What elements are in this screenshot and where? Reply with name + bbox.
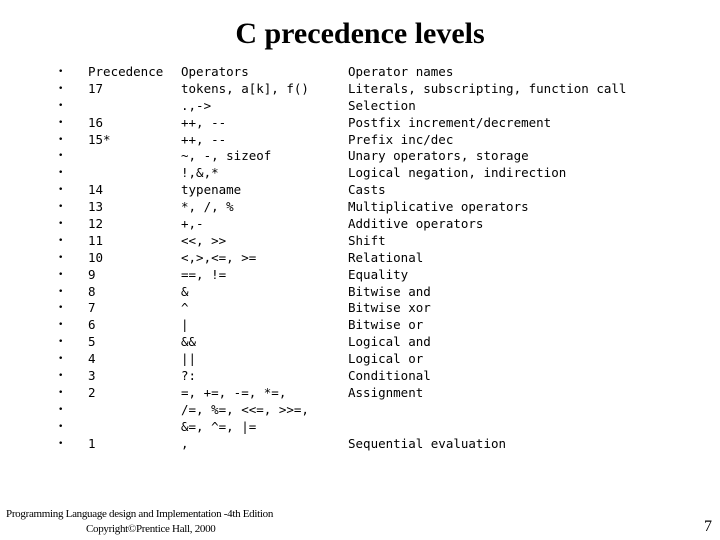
bullet-marker: • — [58, 421, 64, 432]
operator-name-cell: Logical negation, indirection — [348, 165, 567, 181]
operators-cell: Operators — [181, 64, 249, 79]
precedence-cell: 9 — [88, 266, 96, 282]
operators-cell: ==, != — [181, 266, 227, 282]
operators-cell: ~, -, sizeof — [181, 148, 272, 164]
bullet-marker: • — [58, 320, 64, 331]
operators-cell: ++, -- — [181, 131, 227, 147]
precedence-cell: 1 — [88, 435, 96, 451]
operator-name-cell: Bitwise xor — [348, 300, 431, 316]
operator-name-cell: Multiplicative operators — [348, 199, 529, 215]
operators-cell: &=, ^=, |= — [181, 418, 257, 434]
page-number: 7 — [704, 518, 712, 535]
operators-cell: *, /, % — [181, 199, 234, 215]
precedence-cell: 8 — [88, 283, 96, 299]
operators-cell: .,-> — [181, 97, 212, 113]
operators-cell: | — [181, 317, 189, 333]
bullet-marker: • — [58, 235, 64, 246]
bullet-marker: • — [58, 371, 64, 382]
bullet-marker: • — [58, 219, 64, 230]
precedence-cell: 16 — [88, 114, 104, 130]
precedence-cell: 15* — [88, 131, 111, 147]
bullet-marker: • — [58, 354, 64, 365]
bullet-marker: • — [58, 117, 64, 128]
operators-cell: || — [181, 351, 197, 367]
operator-name-cell: Operator names — [348, 64, 454, 79]
operators-cell: <,>,<=, >= — [181, 249, 257, 265]
bullet-marker: • — [58, 67, 64, 77]
precedence-cell: 5 — [88, 334, 96, 350]
precedence-cell: 2 — [88, 384, 96, 400]
operator-name-cell: Assignment — [348, 384, 424, 400]
operators-cell: ^ — [181, 300, 189, 316]
bullet-marker: • — [58, 438, 64, 449]
bullet-marker: • — [58, 404, 64, 415]
operator-name-cell: Prefix inc/dec — [348, 131, 454, 147]
precedence-cell: 3 — [88, 368, 96, 384]
operator-name-cell: Equality — [348, 266, 409, 282]
operator-name-cell: Logical and — [348, 334, 431, 350]
precedence-cell: Precedence — [88, 64, 164, 79]
operators-cell: , — [181, 435, 189, 451]
operator-name-cell: Postfix increment/decrement — [348, 114, 552, 130]
operators-cell: tokens, a[k], f() — [181, 80, 309, 96]
operators-cell: /=, %=, <<=, >>=, — [181, 401, 309, 417]
operator-name-cell: Bitwise or — [348, 317, 424, 333]
operators-cell: +,- — [181, 216, 204, 232]
bullet-marker: • — [58, 286, 64, 297]
bullet-marker: • — [58, 202, 64, 213]
operators-cell: ?: — [181, 368, 197, 384]
precedence-cell: 11 — [88, 232, 104, 248]
bullet-marker: • — [58, 151, 64, 162]
slide-title: C precedence levels — [235, 17, 485, 50]
operators-cell: <<, >> — [181, 232, 227, 248]
bullet-marker: • — [58, 252, 64, 263]
operators-cell: =, +=, -=, *=, — [181, 384, 287, 400]
bullet-marker: • — [58, 134, 64, 145]
precedence-cell: 4 — [88, 351, 96, 367]
footer-line-1: Programming Language design and Implementation -4th Edition — [6, 508, 274, 520]
operator-name-cell: Logical or — [348, 351, 424, 367]
operator-name-cell: Conditional — [348, 368, 431, 384]
operators-cell: && — [181, 334, 197, 350]
operators-cell: & — [181, 283, 189, 299]
precedence-cell: 6 — [88, 317, 96, 333]
operator-name-cell: Casts — [348, 182, 386, 198]
bullet-marker: • — [58, 100, 64, 111]
operator-name-cell: Sequential evaluation — [348, 435, 507, 451]
operator-name-cell: Shift — [348, 232, 386, 248]
precedence-cell: 14 — [88, 182, 104, 198]
bullet-marker: • — [58, 387, 64, 398]
footer — [6, 507, 273, 537]
precedence-cell: 7 — [88, 300, 96, 316]
operators-cell: !,&,* — [181, 165, 219, 181]
operators-cell: ++, -- — [181, 114, 227, 130]
operator-name-cell: Bitwise and — [348, 283, 431, 299]
precedence-cell: 12 — [88, 216, 104, 232]
bullet-marker: • — [58, 185, 64, 196]
bullet-marker: • — [58, 83, 64, 94]
operator-name-cell: Unary operators, storage — [348, 148, 529, 164]
precedence-cell: 13 — [88, 199, 104, 215]
operators-cell: typename — [181, 182, 242, 198]
bullet-marker: • — [58, 303, 64, 314]
operator-name-cell: Selection — [348, 97, 416, 113]
precedence-cell: 10 — [88, 249, 104, 265]
footer-line-2: Copyright©Prentice Hall, 2000 — [86, 523, 216, 535]
operator-name-cell: Additive operators — [348, 216, 484, 232]
bullet-marker: • — [58, 168, 64, 179]
bullet-marker: • — [58, 337, 64, 348]
operator-name-cell: Relational — [348, 249, 424, 265]
precedence-cell: 17 — [88, 80, 104, 96]
operator-name-cell: Literals, subscripting, function call — [348, 80, 627, 96]
bullet-marker: • — [58, 269, 64, 280]
